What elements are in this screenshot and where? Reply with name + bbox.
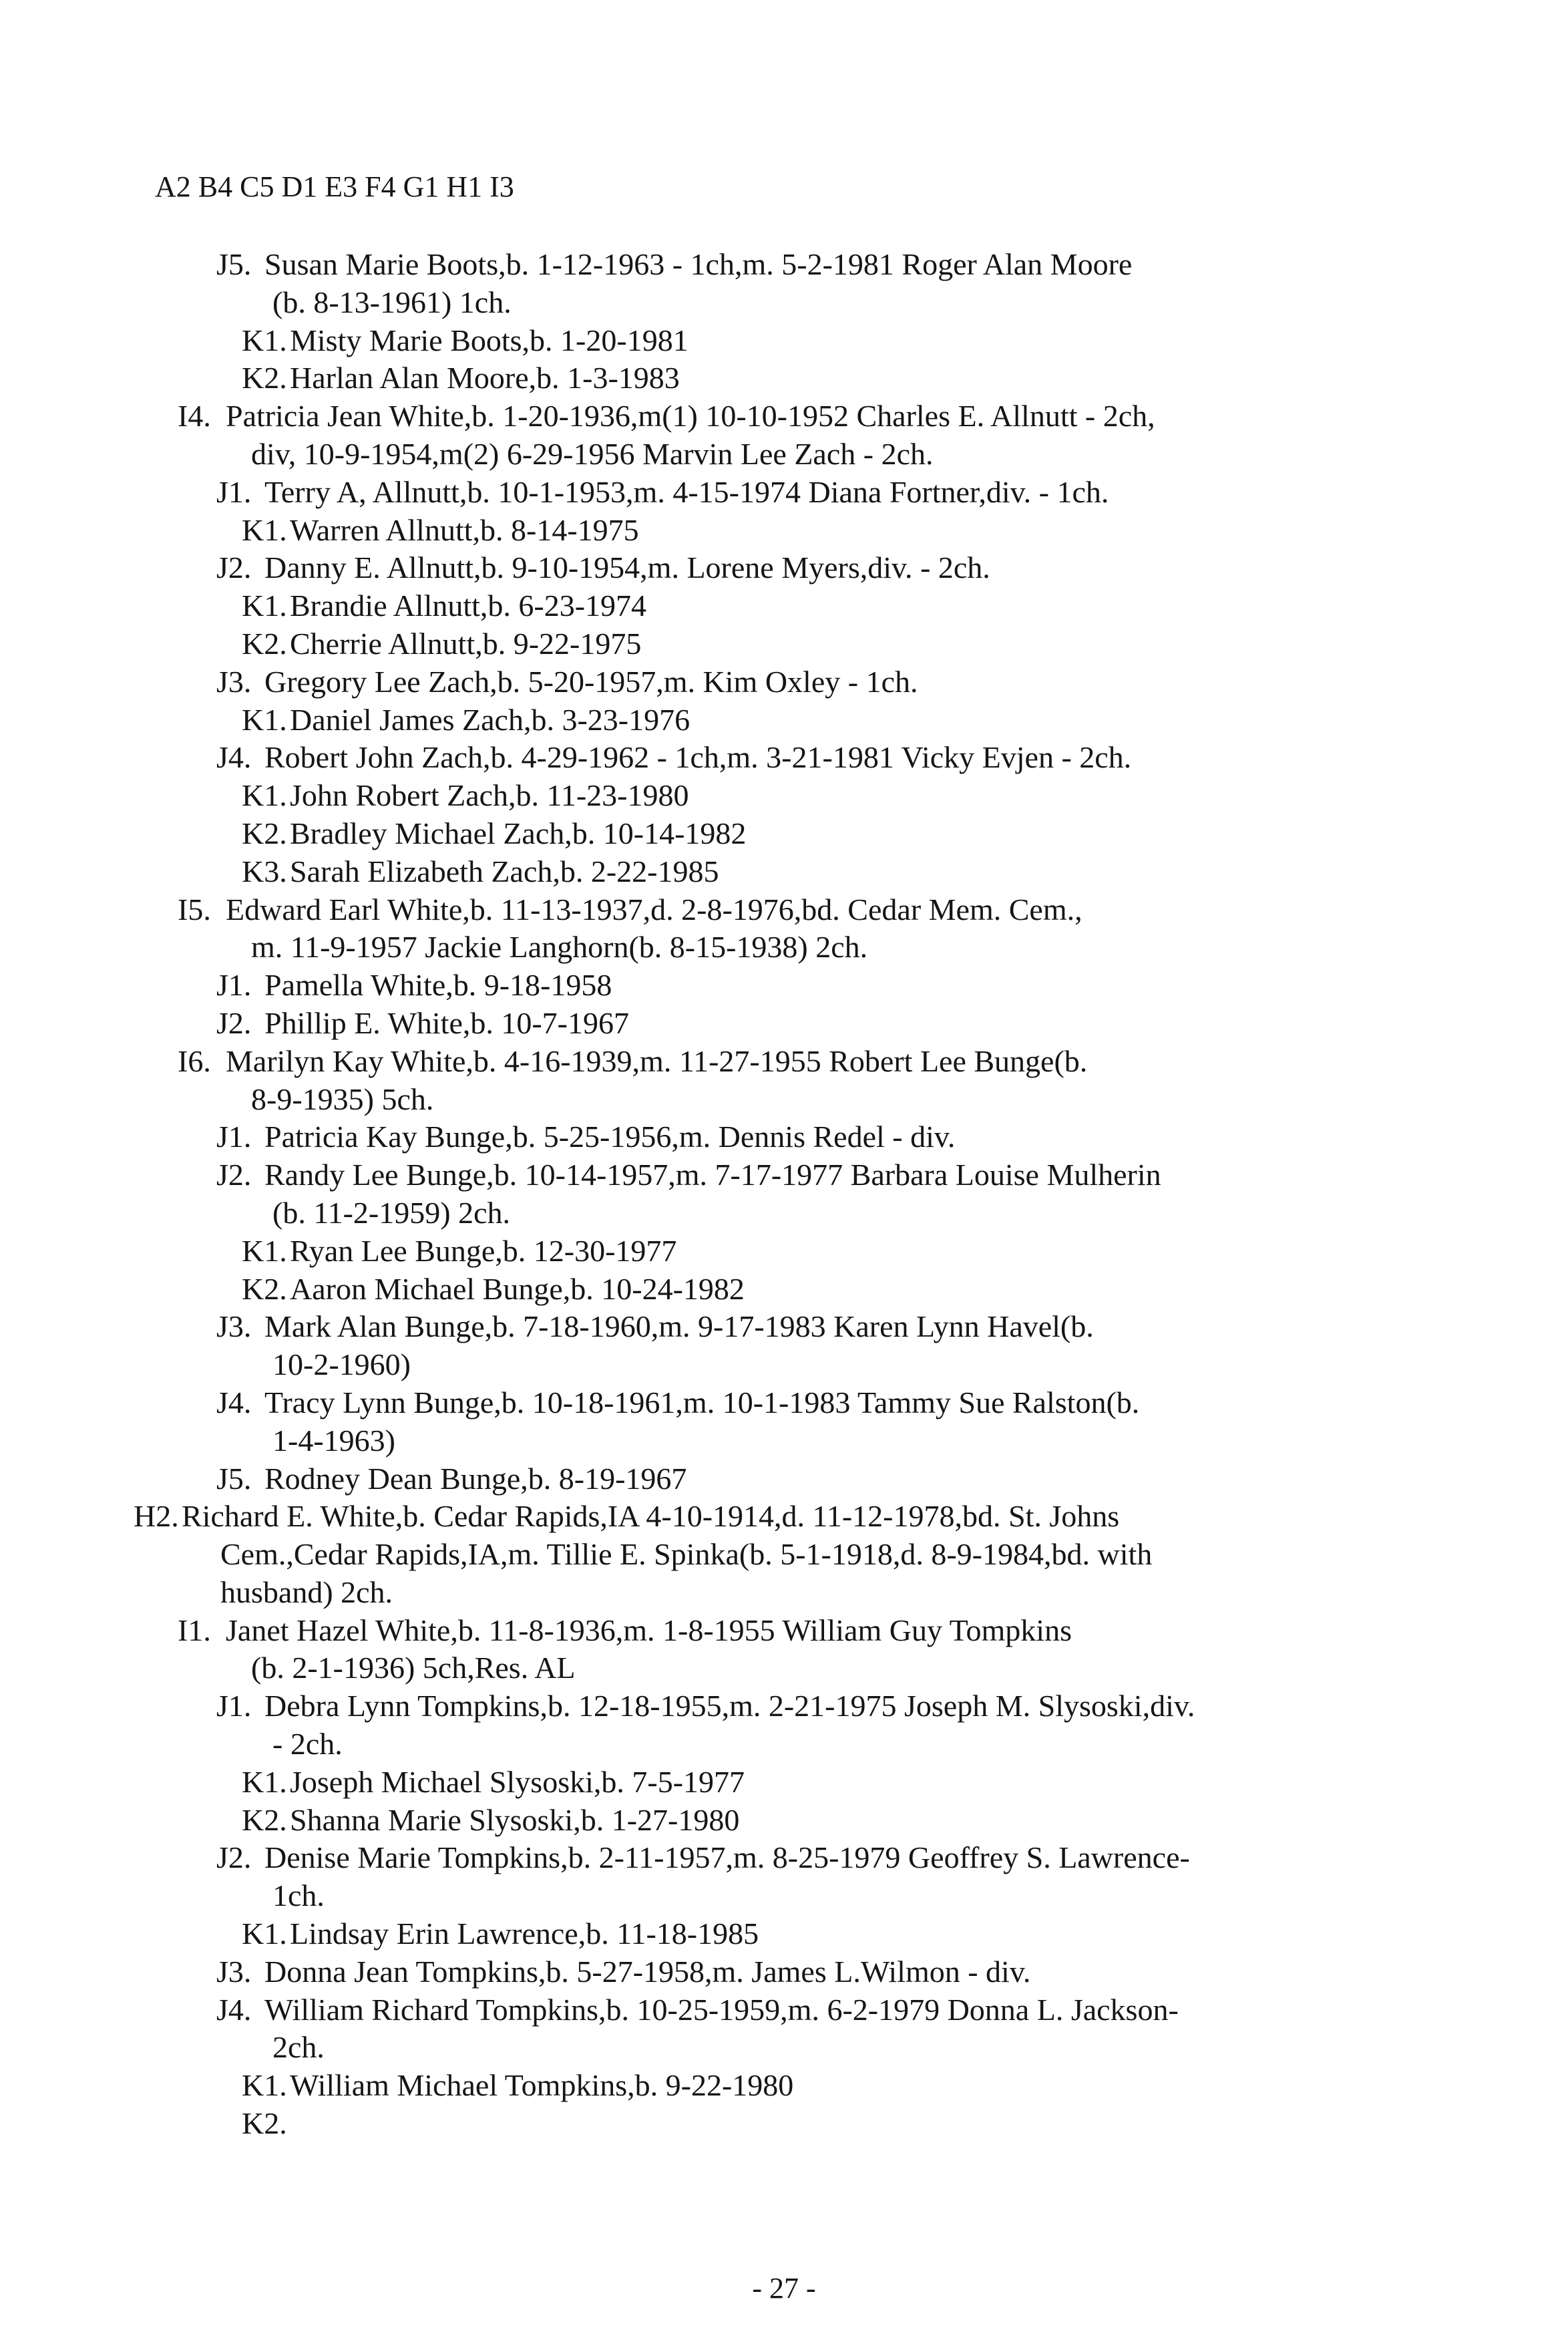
entry-text: Bradley Michael Zach,b. 10-14-1982 (290, 816, 747, 850)
entry-continuation: 8-9-1935) 5ch. (251, 1081, 434, 1116)
entry-text: Randy Lee Bunge,b. 10-14-1957,m. 7-17-1977 Barbara Louise Mulherin (264, 1158, 1161, 1192)
entry-text: Cherrie Allnutt,b. 9-22-1975 (290, 626, 642, 661)
entry-line (0, 1271, 1568, 1309)
entry-line (0, 322, 1568, 360)
entry-line (0, 359, 1568, 397)
entry-line (0, 549, 1568, 587)
genealogy-entries (0, 246, 1568, 2143)
generation-label: K2. (242, 626, 287, 661)
generation-label: J4. (216, 1992, 252, 2027)
entry-text: Daniel James Zach,b. 3-23-1976 (290, 702, 691, 737)
generation-label: J4. (216, 1385, 252, 1419)
entry-text: John Robert Zach,b. 11-23-1980 (290, 778, 689, 813)
generation-label: H2. (134, 1499, 179, 1534)
entry-text: Edward Earl White,b. 11-13-1937,d. 2-8-1976,bd. Cedar Mem. Cem., (226, 892, 1083, 927)
generation-label: J1. (216, 1689, 252, 1723)
entry-text: Marilyn Kay White,b. 4-16-1939,m. 11-27-1955 Robert Lee Bunge(b. (226, 1043, 1088, 1078)
entry-continuation: 1ch. (272, 1878, 325, 1913)
generation-label: K2. (242, 2106, 287, 2141)
generation-label: J2. (216, 550, 252, 585)
generation-label: K1. (242, 589, 287, 623)
generation-label: J3. (216, 664, 252, 699)
entry-line (0, 474, 1568, 512)
entry-text: Harlan Alan Moore,b. 1-3-1983 (290, 361, 680, 395)
entry-line (0, 777, 1568, 815)
entry-line (0, 246, 1568, 284)
generation-label: J2. (216, 1158, 252, 1192)
entry-line (0, 2067, 1568, 2105)
generation-label: K1. (242, 778, 287, 813)
entry-text: William Richard Tompkins,b. 10-25-1959,m. 6-2-1979 Donna L. Jackson- (264, 1992, 1179, 2027)
entry-line (0, 587, 1568, 625)
entry-text: Warren Allnutt,b. 8-14-1975 (290, 512, 639, 547)
generation-label: K2. (242, 1271, 287, 1306)
entry-text: Pamella White,b. 9-18-1958 (264, 968, 612, 1003)
entry-continuation: 10-2-1960) (272, 1347, 411, 1382)
entry-text: Gregory Lee Zach,b. 5-20-1957,m. Kim Oxley - 1ch. (264, 664, 918, 699)
entry-text: Brandie Allnutt,b. 6-23-1974 (290, 589, 647, 623)
entry-line (0, 625, 1568, 663)
entry-text: Misty Marie Boots,b. 1-20-1981 (290, 323, 689, 357)
entry-line (0, 891, 1568, 929)
entry-text: Danny E. Allnutt,b. 9-10-1954,m. Lorene Myers,div. - 2ch. (264, 550, 990, 585)
generation-label: K1. (242, 702, 287, 737)
entry-line (0, 1118, 1568, 1156)
entry-line (0, 1232, 1568, 1271)
generation-label: J3. (216, 1954, 252, 1989)
generation-label: K2. (242, 1802, 287, 1837)
entry-line (0, 1687, 1568, 1725)
generation-label: J5. (216, 247, 252, 281)
entry-line (0, 663, 1568, 701)
entry-continuation: (b. 8-13-1961) 1ch. (272, 285, 512, 319)
generation-label: K2. (242, 361, 287, 395)
entry-line (0, 1802, 1568, 1840)
entry-line (0, 1460, 1568, 1498)
entry-text: Tracy Lynn Bunge,b. 10-18-1961,m. 10-1-1983 Tammy Sue Ralston(b. (264, 1385, 1140, 1419)
entry-text: Debra Lynn Tompkins,b. 12-18-1955,m. 2-21-1975 Joseph M. Slysoski,div. (264, 1689, 1195, 1723)
entry-continuation: (b. 11-2-1959) 2ch. (272, 1195, 510, 1230)
generation-label: I6. (178, 1043, 211, 1078)
generation-label: K1. (242, 1916, 287, 1951)
entry-continuation: Cem.,Cedar Rapids,IA,m. Tillie E. Spinka(b. 5-1-1918,d. 8-9-1984,bd. with (220, 1537, 1153, 1572)
generation-label: K1. (242, 1764, 287, 1799)
entry-line (0, 1991, 1568, 2029)
entry-line (0, 1953, 1568, 1991)
generation-label: I5. (178, 892, 211, 927)
entry-line (0, 512, 1568, 550)
generation-label: K1. (242, 512, 287, 547)
generation-label: K1. (242, 1233, 287, 1268)
entry-continuation: husband) 2ch. (220, 1574, 393, 1609)
entry-line (0, 1384, 1568, 1422)
entry-line (0, 1498, 1568, 1536)
entry-continuation: (b. 2-1-1936) 5ch,Res. AL (251, 1651, 576, 1685)
entry-continuation: m. 11-9-1957 Jackie Langhorn(b. 8-15-1938) 2ch. (251, 930, 868, 965)
entry-text: Aaron Michael Bunge,b. 10-24-1982 (290, 1271, 745, 1306)
entry-text: Ryan Lee Bunge,b. 12-30-1977 (290, 1233, 677, 1268)
entry-line (0, 967, 1568, 1005)
entry-text: Denise Marie Tompkins,b. 2-11-1957,m. 8-25-1979 Geoffrey S. Lawrence- (264, 1840, 1190, 1875)
entry-text: Phillip E. White,b. 10-7-1967 (264, 1005, 630, 1040)
generation-label: J1. (216, 968, 252, 1003)
generation-label: J1. (216, 1120, 252, 1154)
generation-label: K1. (242, 2068, 287, 2103)
generation-label: I4. (178, 399, 211, 434)
entry-line (0, 701, 1568, 739)
lineage-header: A2 B4 C5 D1 E3 F4 G1 H1 I3 (155, 170, 514, 203)
entry-text: Joseph Michael Slysoski,b. 7-5-1977 (290, 1764, 745, 1799)
entry-line (0, 1043, 1568, 1081)
generation-label: J3. (216, 1309, 252, 1344)
entry-text: Patricia Kay Bunge,b. 5-25-1956,m. Dennis Redel - div. (264, 1120, 956, 1154)
entry-text: Terry A, Allnutt,b. 10-1-1953,m. 4-15-1974 Diana Fortner,div. - 1ch. (264, 474, 1109, 509)
entry-text: Lindsay Erin Lawrence,b. 11-18-1985 (290, 1916, 759, 1951)
entry-continuation: 1-4-1963) (272, 1423, 395, 1458)
entry-continuation: 2ch. (272, 2030, 325, 2065)
entry-text: Rodney Dean Bunge,b. 8-19-1967 (264, 1461, 687, 1496)
entry-line (0, 1156, 1568, 1194)
generation-label: K2. (242, 816, 287, 850)
entry-line (0, 1915, 1568, 1953)
entry-text: Patricia Jean White,b. 1-20-1936,m(1) 10-10-1952 Charles E. Allnutt - 2ch, (226, 399, 1155, 434)
entry-line (0, 739, 1568, 777)
entry-line (0, 397, 1568, 436)
entry-text: William Michael Tompkins,b. 9-22-1980 (290, 2068, 794, 2103)
entry-continuation: div, 10-9-1954,m(2) 6-29-1956 Marvin Lee Zach - 2ch. (251, 436, 934, 471)
entry-text: Donna Jean Tompkins,b. 5-27-1958,m. James L.Wilmon - div. (264, 1954, 1031, 1989)
entry-line (0, 1308, 1568, 1346)
entry-text: Richard E. White,b. Cedar Rapids,IA 4-10-1914,d. 11-12-1978,bd. St. Johns (182, 1499, 1120, 1534)
entry-continuation: - 2ch. (272, 1727, 343, 1762)
entry-line (0, 1005, 1568, 1043)
entry-text: Susan Marie Boots,b. 1-12-1963 - 1ch,m. 5-2-1981 Roger Alan Moore (264, 247, 1133, 281)
entry-text: Sarah Elizabeth Zach,b. 2-22-1985 (290, 854, 719, 888)
entry-text: Janet Hazel White,b. 11-8-1936,m. 1-8-1955 William Guy Tompkins (226, 1613, 1072, 1647)
entry-line (0, 1612, 1568, 1650)
generation-label: J2. (216, 1840, 252, 1875)
entry-line (0, 2105, 1568, 2143)
entry-text: Shanna Marie Slysoski,b. 1-27-1980 (290, 1802, 740, 1837)
generation-label: J1. (216, 474, 252, 509)
entry-line (0, 853, 1568, 891)
entry-text: Robert John Zach,b. 4-29-1962 - 1ch,m. 3-21-1981 Vicky Evjen - 2ch. (264, 740, 1132, 775)
entry-line (0, 815, 1568, 853)
generation-label: J2. (216, 1005, 252, 1040)
generation-label: J4. (216, 740, 252, 775)
generation-label: I1. (178, 1613, 211, 1647)
generation-label: K1. (242, 323, 287, 357)
generation-label: K3. (242, 854, 287, 888)
generation-label: J5. (216, 1461, 252, 1496)
entry-line (0, 1764, 1568, 1802)
entry-text: Mark Alan Bunge,b. 7-18-1960,m. 9-17-1983 Karen Lynn Havel(b. (264, 1309, 1094, 1344)
entry-line (0, 1839, 1568, 1877)
page-number: - 27 - (752, 2272, 816, 2305)
